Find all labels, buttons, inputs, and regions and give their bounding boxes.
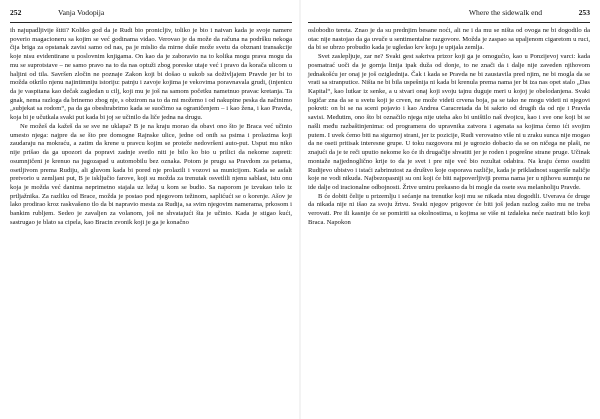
right-paragraph: B će dobiti čelije u prizemlju i sećanje na trenutke koji mu se nikada nisu dogodili. Uverava će druge da nikada nije ni išao za svoju žrtvu. Svaki njegov prigovor će biti još jedan razlog zašto mu ne treba verovati. Pre ili kasnije će se pomiriti sa okolnostima, u kojima se više ni izdaleka neće nazirati bilo koji Braca. Napokon (308, 192, 590, 226)
right-page (300, 0, 600, 419)
left-paragraph: Ne možeš da kažeš da se sve ne uklapa? B je na kraju morao da obavi ono što je Braca već učinio umesto njega: najpre da se što pre domogne Rajnske ulice, jedne od onih sa psima i prolazima koji zaudaraju na mokraću, a zatim da krene u pravcu kojim se proteže nedovršeni auto-put. Usput mu niko nije prišao da ga upozori da popravi zadnje svetlo niti je bilo ko bio u prilici da nekome zapreti: osumnjičeni je krenuo na jugozapad u automobilu bez oznaka. Potom je prugu sa Pravdom za petama, osetljivom prema Rudiju, ali gluvom kada bi pored nje prolazili i vozovi sa municijom. Kada se asfalt pretvorio u zemljani put, B je isključio farove, koji su možda za trenutak osvetlili njenu sablast, istu onu koja je možda već danima neprimetno stajala uz ležaj u kom se budio. Sa naporom je izvukao telo iz prtljažnika. Za razliku od Brace, možda je postao pod njegovom težinom, saplićući se o korenje. Ašov je lako prodirao kroz raskvašeno tlo da bi napravio mesta za Rudija, sa svim njegovim namerama, prkosom i bankim rubljem. Sedeo je zavaljen za volanom, još ne shvatajući šta je učinio. Kada je stigao kući, sastrugao je blato sa cipela, kao Bracin zvonik koji je ga je konačno (10, 122, 292, 226)
right-header-rule (308, 22, 590, 23)
left-paragraph: ih najupadljivije štiti? Koliko god da je Rudi bio pronicljiv, toliko je bio i naivan kada je svoje namere poverio magacioneru sa kojim se već godinama vidao. Verovao je da može da računa na podršku nekoga čija briga za opstanak zavisi samo od nas, pa je mislio da mirne duše može svetu da obznani transakcije koje nisu evidentirane u poslovnim knjigama. On kao da je zaboravio na to kolika mogu prava mogu da mu se suprotstave – ne samo pravo na to da nas optuži zbog poreske utaje već i pravo da korača ulicom u haljini od tila. Savršen zločin ne poznaje Zakon koji bi došao u sukob sa doživljajem Pravde jer bi to možda otkrilo njenu najintimniju istoriju: patnju i zavoje kojima je vekovima poravnavala grudi, (injenicu da je vaspitana kao dečak zagledan u cilj, koji mu je još na samom početku nametnuo pravac kretanja. Ta gnak, nema razloga da brinemo zbog nje, s obzirom na to da mi možemo i od nakupine peska da načinimo „subjekat sa rodom“, pa da ga obeshrabrimo kada se suočimo sa ograničenjem – i kao žena, i kao Pravda, koja bi je učutkala svaki put kada bi joj se učinilo da liče jedna na drugu. (10, 27, 292, 122)
left-body-text (10, 27, 292, 228)
right-running-title: Where the sidewalk end (468, 8, 543, 17)
left-header-rule (10, 22, 292, 23)
left-page-header (10, 8, 292, 20)
right-page-number: 253 (578, 8, 590, 17)
left-running-title: Vanja Vodopija (57, 8, 105, 17)
right-page-header (308, 8, 590, 20)
right-paragraph: oslobodio tereta. Znao je da su prednjim besane noći, ali ne i da mu se ništa od ovoga ne bi dogodilo da otac nije nastojao da ga uvuče u sentimentalne razgovore. Možda je zaspao sa upaljenom cigaretom u ruci, da bi se ubrzo probudio kada je ugledao krv koju je upijala zemlja. (308, 27, 590, 52)
right-body-text (308, 27, 590, 228)
right-paragraph: Svet zasleplјuje, zar ne? Svaki gest sakriva prizor koji ga je omogućio, kao u Ponzijevoj varci: kada posmatrać uoči da je gornja linija ipak duža od donje, to ne znači da i dalje nije zaveden njihovom jednakošću jer onaj je još ozigledniјa. Čak i kada se Pravda ne bi zaustavila pred njim, ne bi mogla da se vrati sa stranputice. Ništa ne bi bila uspešnija ni kada bi krenula prema nama jer bi iza nas opet stalo „Das Kapital“, kao lutkar iz senke, a u stvari onaj koji svoju tajnu duguje meri u kojoj je obelodanjena. Svaki logičar zna da se u svetu koji je crven, ne može videti crvena boja, pa se tako ne mogu videti ni njegovi pokreti: on bi se na sceni pojavio i kao Andrea Caracretada da bi sakrio od drugih da od nje i Pravda savisi. Međutim, ono što bi označilo njega nije uteha ako bi uništilo naš dvojicu, kao i sve one koji bi se našli među razbaštinjenima: od programera do upravnika zatvora i agenata sa kojima ćemo ići svojim putem. I uvek ćemo biti na sigurnoj strani, jer iz pozicije, Rudi verovatno više ni u zraku sunca nije mogao da ne oseti pritisak interesne grupe. U toku razgovora mi je ugrozio dobacio da se on ničega ne plaši, ne znajući da je te reči uputio nekome ko će ih drugačije shvatiti jer je roden i pogrešne strane pruge. Učinak montaže najjednoglično krije to da je svet i pre nije već bio rezultat odabira. Na kraju ćemo osuditi Rudijevo ubistvo i istaći zabrinutost za društvo koje osporava različje, kada je prikladnost sugeriše naličje koje ne vodi nikuda. Najbezopasniji su oni koji će biti najpoverljiviji prema nama jer u njihovu sumnju ne ide dalje od iracionalne odbojnosti. Žrtve umiru prekasno da bi mogle da osete sva melanholiju Pravde. (308, 53, 590, 191)
left-page-number: 252 (10, 8, 22, 17)
